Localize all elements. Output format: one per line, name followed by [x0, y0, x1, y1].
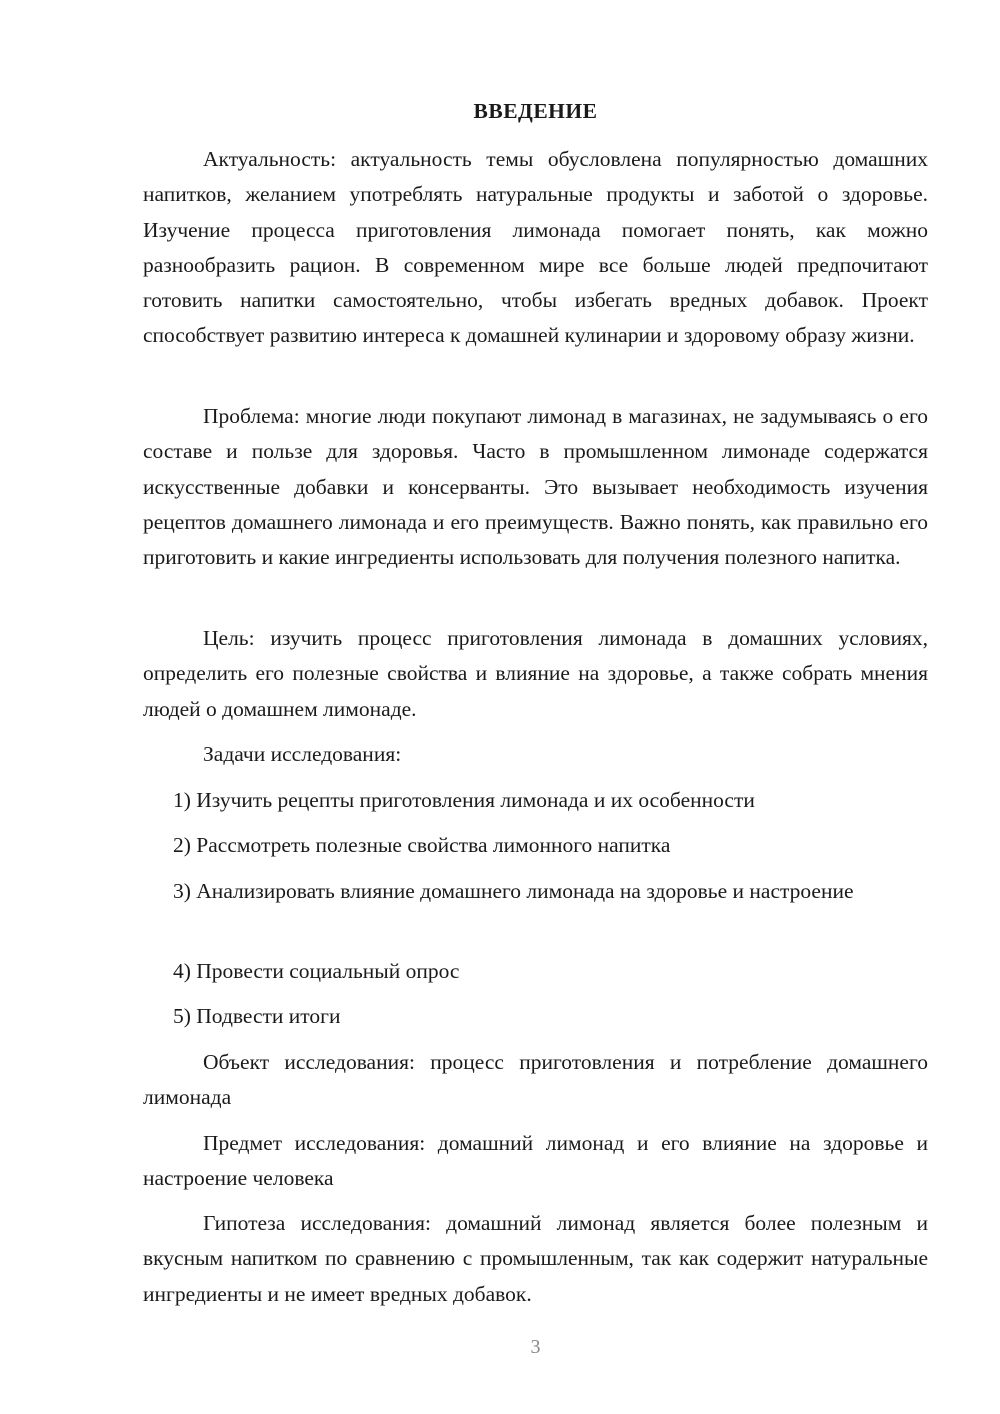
tasks-label: Задачи исследования: — [203, 742, 402, 766]
relevance-paragraph: Актуальность: актуальность темы обусловлена популярностью домашних напитков, желанием употреблять натуральные продукты и заботой о здоровье. Изучение процесса приготовления лимонада помогает понять, как можно разнообразить рацион. В современном мире все больше людей предпочитают готовить напитки самостоятельно, чтобы избегать вредных добавок. Проект способствует развитию интереса к домашней кулинарии и здоровому образу жизни. — [143, 147, 928, 348]
subject-paragraph: Предмет исследования: домашний лимонад и его влияние на здоровье и настроение человека — [143, 1131, 928, 1191]
problem-paragraph: Проблема: многие люди покупают лимонад в магазинах, не задумываясь о его составе и пользе для здоровья. Часто в промышленном лимонаде содержатся искусственные добавки и консерванты. Это вызывает необходимость изучения рецептов домашнего лимонада и его преимуществ. Важно понять, как правильно его приготовить и какие ингредиенты использовать для получения полезного напитка. — [143, 404, 928, 570]
task-item: 2) Рассмотреть полезные свойства лимонного напитка — [173, 833, 671, 857]
page-number: 3 — [530, 1336, 541, 1358]
task-item: 1) Изучить рецепты приготовления лимонада и их особенности — [173, 788, 755, 812]
goal-paragraph: Цель: изучить процесс приготовления лимонада в домашних условиях, определить его полезные свойства и влияние на здоровье, а также собрать мнения людей о домашнем лимонаде. — [143, 626, 928, 721]
task-item: 4) Провести социальный опрос — [173, 959, 460, 983]
document-page — [143, 0, 928, 1414]
object-paragraph: Объект исследования: процесс приготовления и потребление домашнего лимонада — [143, 1050, 928, 1110]
page-title: ВВЕДЕНИЕ — [473, 99, 598, 123]
hypothesis-paragraph: Гипотеза исследования: домашний лимонад является более полезным и вкусным напитком по сравнению с промышленным, так как содержит натуральные ингредиенты и не имеет вредных добавок. — [143, 1211, 928, 1306]
task-item: 5) Подвести итоги — [173, 1004, 341, 1028]
task-item: 3) Анализировать влияние домашнего лимонада на здоровье и настроение — [173, 879, 854, 903]
